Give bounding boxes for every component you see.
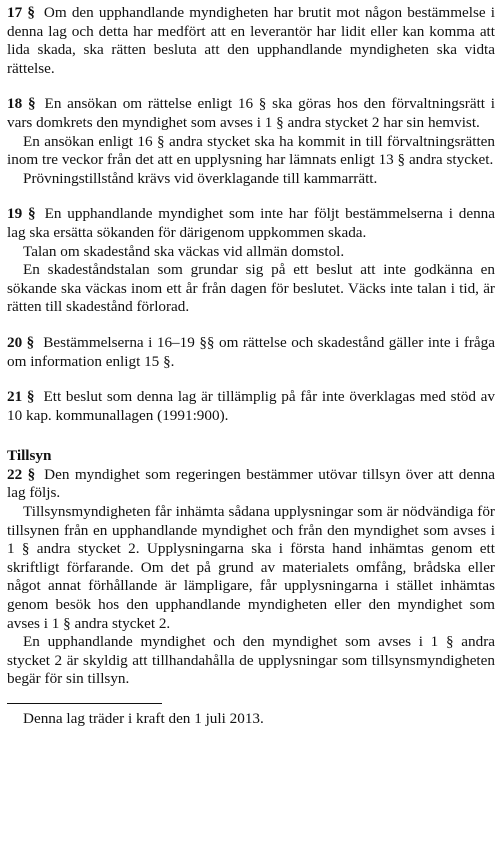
section-19	[7, 205, 495, 317]
section-22	[7, 466, 495, 689]
section-18-text-1: En ansökan om rättelse enligt 16 § ska göras hos den förvaltningsrätt i vars domkrets den myndighet som avses i 1 § andra stycket 2 har sin hemvist.	[7, 95, 495, 131]
footnote-text: Denna lag träder i kraft den 1 juli 2013.	[23, 710, 264, 727]
section-19-text-1: En upphandlande myndighet som inte har följt bestämmelserna i denna lag ska ersätta sökanden för därigenom uppkommen skada.	[7, 205, 496, 241]
section-17-paragraph-1	[7, 4, 495, 78]
section-18-paragraph-3: Prövningstillstånd krävs vid överklagande till kammarrätt.	[23, 169, 378, 187]
section-20-text-1: Bestämmelserna i 16–19 §§ om rättelse och skadestånd gäller inte i fråga om information enligt 15 §.	[7, 333, 496, 370]
section-19-paragraph-1	[7, 205, 495, 242]
section-22-text-1: Den myndighet som regeringen bestämmer utövar tillsyn över att denna lag följs.	[7, 465, 495, 502]
section-22-paragraph-3: En upphandlande myndighet och den myndighet som avses i 1 § andra stycket 2 är skyldig att tillhandahålla de upplysningar som tillsynsmyndigheten begär för sin tillsyn.	[7, 633, 495, 688]
section-22-paragraph-2: Tillsynsmyndigheten får inhämta sådana upplysningar som är nödvändiga för tillsynen från en upphandlande myndighet och från den myndighet som avses i 1 § andra stycket 2. Upplysningarna ska i första hand inhämtas genom ett skriftligt förfarande. Om det på grund av materialets omfång, brådska eller något annat förhållande är lämpligare, får upplysningarna i stället inhämtas genom besök hos den upphandlande myndigheten eller den myndighet som avses i 1 § andra stycket 2.	[7, 503, 495, 632]
section-20-paragraph-1	[7, 334, 495, 371]
section-21-text-1: Ett beslut som denna lag är tillämplig på får inte överklagas med stöd av 10 kap. kommunallagen (1991:900).	[7, 388, 496, 424]
section-18	[7, 95, 495, 188]
section-20	[7, 334, 495, 371]
section-18-paragraph-1	[7, 95, 495, 132]
heading-gap	[7, 425, 495, 447]
section-gap	[7, 317, 495, 334]
section-19-paragraph-3: En skadeståndstalan som grundar sig på ett beslut att inte godkänna en sökande ska väckas inom ett år från dagen för beslutet. Väcks inte talan i tid, är rätten till skadestånd förlorad.	[7, 261, 495, 316]
section-19-number: 19 §	[7, 205, 36, 223]
section-17-number: 17 §	[7, 4, 35, 21]
section-18-number: 18 §	[7, 95, 36, 113]
section-21-number: 21 §	[7, 388, 35, 406]
section-19-paragraph-2: Talan om skadestånd ska väckas vid allmän domstol.	[23, 242, 345, 260]
section-18-paragraph-2: En ansökan enligt 16 § andra stycket ska ha kommit in till förvaltningsrätten inom tre veckor från det att en upplysning har lämnats enligt 13 § andra stycket.	[7, 132, 495, 169]
footnote-divider	[7, 703, 162, 704]
section-gap	[7, 78, 495, 95]
section-gap	[7, 371, 495, 388]
heading-tillsyn: Tillsyn	[7, 447, 52, 465]
section-20-number: 20 §	[7, 333, 35, 351]
section-17-text-1: Om den upphandlande myndigheten har brutit mot någon bestämmelse i denna lag och detta har medfört att en leverantör har lidit eller kan komma att lida skada, ska rätten besluta att den upphandlande myndigheten ska vidta rättelse.	[7, 4, 496, 77]
section-17	[7, 4, 495, 78]
section-21	[7, 388, 495, 425]
section-22-paragraph-1	[7, 466, 495, 503]
section-22-number: 22 §	[7, 465, 36, 483]
section-21-paragraph-1	[7, 388, 495, 425]
document-page	[7, 4, 495, 729]
section-gap	[7, 188, 495, 205]
